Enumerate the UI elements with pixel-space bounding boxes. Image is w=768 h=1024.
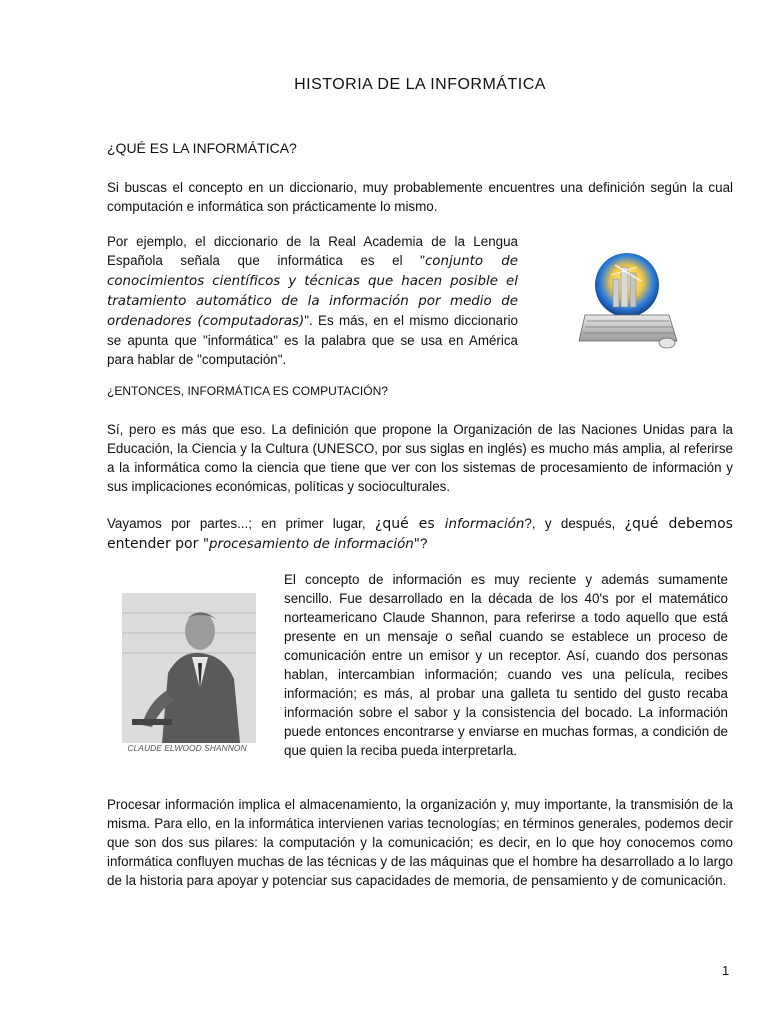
paragraph-unesco: Sí, pero es más que eso. La definición que propone la Organización de las Naciones Unidas para la Educación, la Ciencia y la Cultura (UNESCO, por sus siglas en inglés) es mucho más amplia, al referirse a la informática como la ciencia que tiene que ver con los sistemas de procesamiento de información y sus implicaciones económicas, políticas y socioculturales. xyxy=(107,422,733,494)
paragraph-vayamos-d: ?, y después, xyxy=(524,516,625,531)
paragraph-rae-end: ". Es más, en el mismo diccionario se apunta que "informática" es la palabra que se usa en América para hablar de "computación". xyxy=(107,313,518,367)
paragraph-vayamos xyxy=(107,514,733,554)
section-heading-que-es: ¿QUÉ ES LA INFORMÁTICA? xyxy=(107,140,297,156)
paragraph-vayamos-b: ¿qué es xyxy=(374,516,445,532)
computer-keyboard-globe-icon xyxy=(575,245,685,355)
page-title: HISTORIA DE LA INFORMÁTICA xyxy=(294,76,546,93)
paragraph-rae-definition: conjunto de conocimientos científicos y técnicas que hacen posible el tratamiento automático de la información por medio de ordenadores (computadoras) xyxy=(107,254,518,329)
paragraph-procesar: Procesar información implica el almacenamiento, la organización y, muy importante, la transmisión de la misma. Para ello, en la informática intervienen varias tecnologías; en términos generales, podemos decir que son dos sus pilares: la computación y la comunicación; es decir, en lo que hoy conocemos como informática confluyen muchas de las técnicas y de las máquinas que el hombre ha desarrollado a lo largo de la historia para apoyar y potenciar sus capacidades de memoria, de pensamiento y de comunicación. xyxy=(107,797,733,888)
paragraph-rae-start: Por ejemplo, el diccionario de la Real Academia de la Lengua Española señala que informática es el " xyxy=(107,234,518,268)
section-heading-entonces: ¿ENTONCES, INFORMÁTICA ES COMPUTACIÓN? xyxy=(107,384,388,398)
photo-caption: CLAUDE ELWOOD SHANNON xyxy=(127,743,247,753)
claude-shannon-portrait xyxy=(122,593,256,743)
paragraph-rae xyxy=(107,232,518,369)
paragraph-vayamos-g: ? xyxy=(419,536,428,551)
paragraph-shannon: El concepto de información es muy reciente y además sumamente sencillo. Fue desarrollado en la década de los 40's por el matemático norteamericano Claude Shannon, para referirse a todo aquello que está presente en un mensaje o señal cuando se establece un proceso de comunicación entre un emisor y un receptor. Así, cuando dos personas hablan, intercambian información; cuando ves una película, recibes información; es más, al probar una galleta tu sentido del gusto recaba información sobre el sabor y la consistencia del bocado. La información puede entonces encontrarse y enviarse en muchas formas, a condición de que quien la reciba pueda interpretarla. xyxy=(284,572,728,758)
paragraph-definicion: Si buscas el concepto en un diccionario, muy probablemente encuentres una definición según la cual computación e informática son prácticamente lo mismo. xyxy=(107,180,733,214)
portrait-illustration xyxy=(122,593,256,743)
paragraph-vayamos-a: Vayamos por partes...; en primer lugar, xyxy=(107,516,375,531)
paragraph-vayamos-e: ¿qué debemos entender por xyxy=(107,516,733,552)
paragraph-vayamos-c: información xyxy=(444,517,525,532)
paragraph-vayamos-f: "procesamiento de información" xyxy=(202,537,420,552)
page-number: 1 xyxy=(722,963,730,978)
